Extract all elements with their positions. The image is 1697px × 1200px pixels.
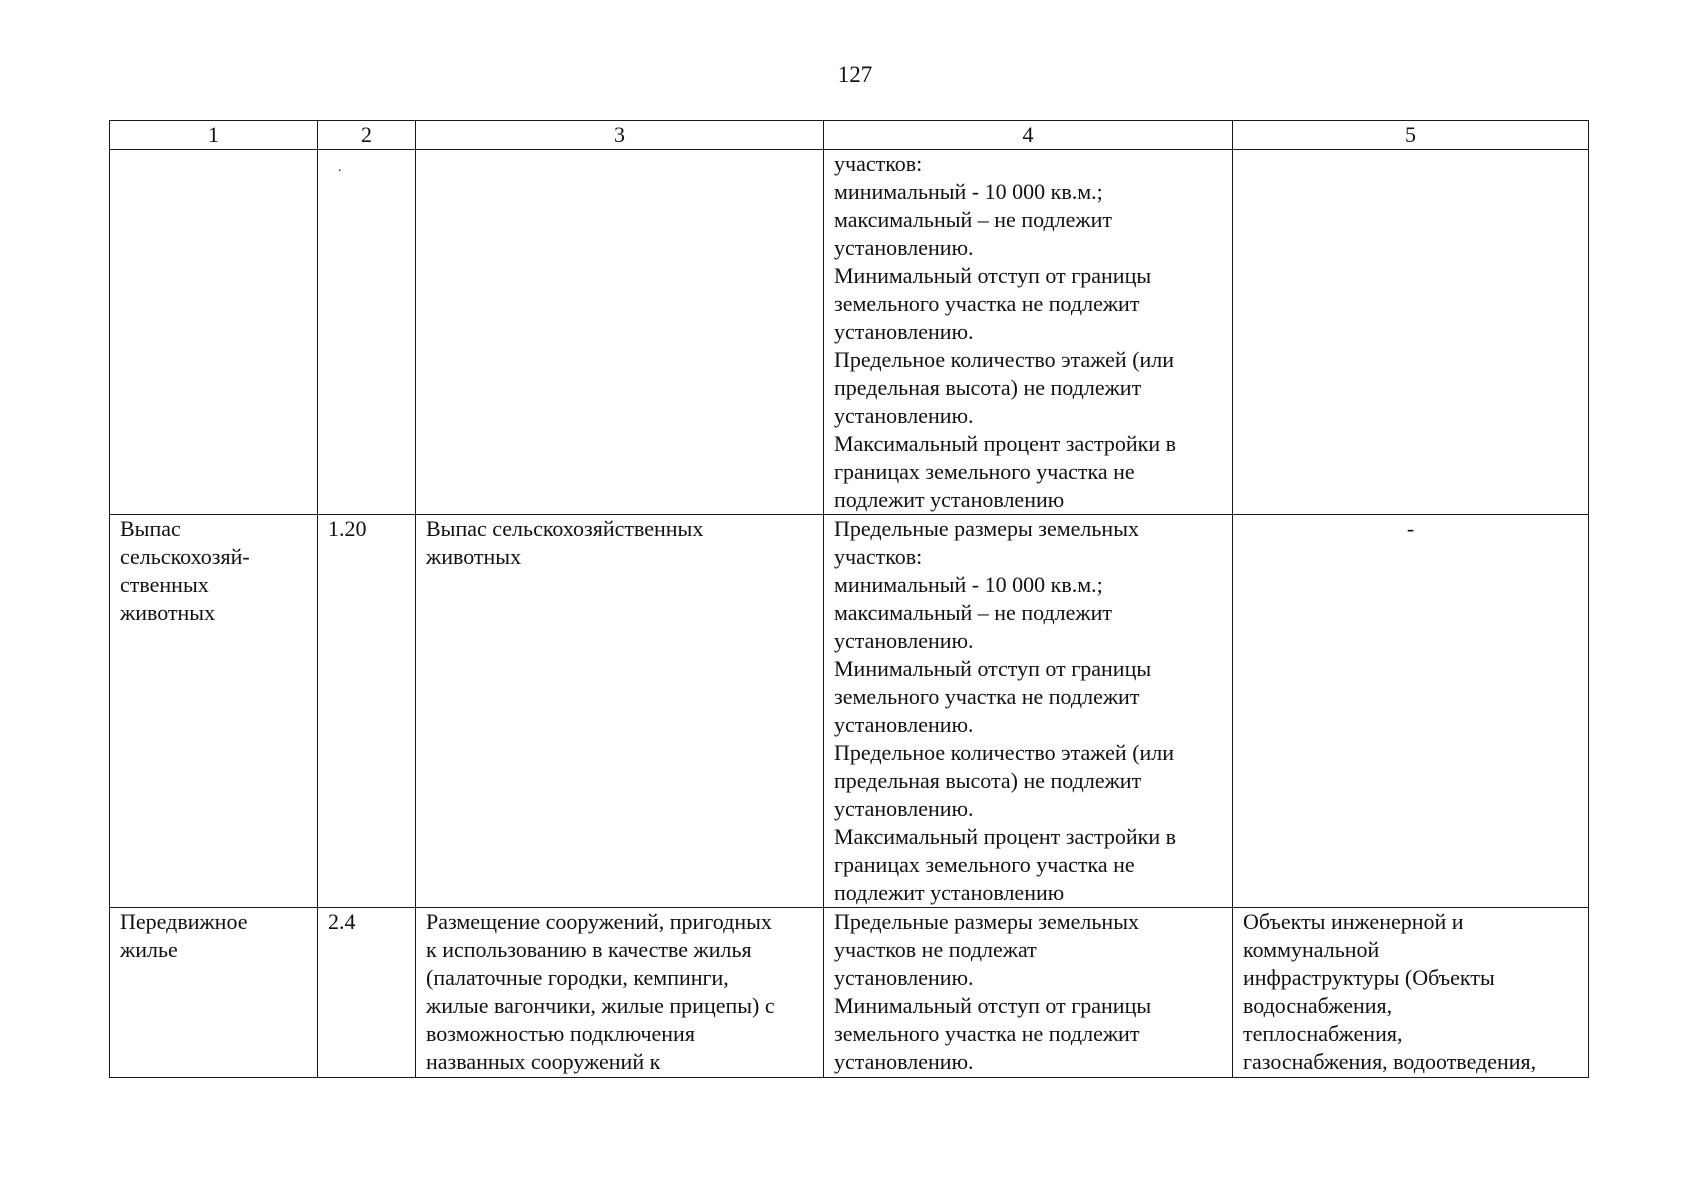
cell-land-use-name — [110, 150, 318, 515]
cell-code: 2.4 — [318, 908, 416, 1078]
stray-mark: . — [338, 160, 342, 175]
cell-related-objects — [1233, 150, 1589, 515]
table-row — [110, 515, 1589, 908]
column-header: 4 — [824, 121, 1233, 150]
cell-description: Размещение сооружений, пригодных к использованию в качестве жилья (палаточные городки, кемпинги, жилые вагончики, жилые прицепы) с возможностью подключения названных сооружений к — [416, 908, 824, 1078]
cell-code: 1.20 — [318, 515, 416, 908]
page-number: 127 — [837, 62, 873, 87]
cell-parameters: Предельные размеры земельных участков: минимальный - 10 000 кв.м.; максимальный – не подлежит установлению. Минимальный отступ от границы земельного участка не подлежит установлению. Предельное количество этажей (или предельная высота) не подлежит установлению. Максимальный процент застройки в границах земельного участка не подлежит установлению — [824, 515, 1233, 908]
column-header: 3 — [416, 121, 824, 150]
cell-code — [318, 150, 416, 515]
regulations-table — [109, 120, 1589, 1078]
cell-land-use-name: Передвижное жилье — [110, 908, 318, 1078]
table-header-row — [110, 121, 1589, 150]
table-row — [110, 150, 1589, 515]
table-row — [110, 908, 1589, 1078]
cell-related-objects: Объекты инженерной и коммунальной инфраструктуры (Объекты водоснабжения, теплоснабжения, газоснабжения, водоотведения, — [1233, 908, 1589, 1078]
cell-description: Выпас сельскохозяйственных животных — [416, 515, 824, 908]
cell-related-objects: - — [1233, 515, 1589, 908]
cell-description — [416, 150, 824, 515]
column-header: 5 — [1233, 121, 1589, 150]
cell-parameters: участков: минимальный - 10 000 кв.м.; максимальный – не подлежит установлению. Минимальный отступ от границы земельного участка не подлежит установлению. Предельное количество этажей (или предельная высота) не подлежит установлению. Максимальный процент застройки в границах земельного участка не подлежит установлению — [824, 150, 1233, 515]
cell-land-use-name: Выпас сельскохозяй- ственных животных — [110, 515, 318, 908]
column-header: 1 — [110, 121, 318, 150]
column-header: 2 — [318, 121, 416, 150]
cell-parameters: Предельные размеры земельных участков не подлежат установлению. Минимальный отступ от границы земельного участка не подлежит установлению. — [824, 908, 1233, 1078]
